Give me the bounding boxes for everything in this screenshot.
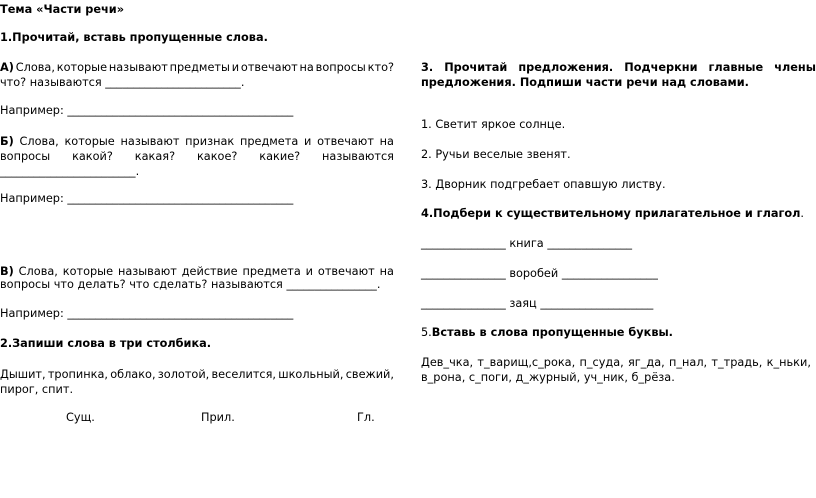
word: предложения. [518, 61, 614, 74]
task2-words-line2: пирог, спит. [0, 383, 74, 396]
word: предмета [242, 265, 301, 278]
word: на [379, 265, 394, 278]
word: называют [120, 135, 180, 148]
word: Слова, [19, 135, 59, 148]
word: какой? [72, 150, 113, 163]
word: п_нал, [668, 356, 708, 369]
sentence-2: 2. Ручьи веселые звенят. [421, 148, 571, 161]
word: признак [185, 135, 235, 148]
word: 3. [421, 61, 434, 74]
task2-words-line1 [0, 367, 394, 382]
task5-words-line2: в_рона, с_поги, д_журный, уч_ник, б_рёза. [421, 371, 675, 384]
task4-header-dot: . [800, 207, 805, 220]
word: Подчеркни [624, 61, 698, 74]
word: которые [56, 61, 108, 74]
word: школьный, [278, 368, 344, 381]
word: на [299, 61, 314, 74]
example-3: Например: ________________________________________ [0, 307, 294, 320]
letter-v: В) [0, 265, 14, 278]
word: яг_да, [628, 356, 665, 369]
word: и [305, 265, 314, 278]
example-1: Например: ________________________________________ [0, 104, 294, 117]
word: которые [64, 135, 115, 148]
definition-a-line1 [0, 60, 394, 75]
word: называют [108, 61, 168, 74]
word: вопросы [0, 150, 51, 163]
column-header-adjective: Прил. [201, 411, 235, 424]
task1-header: 1.Прочитай, вставь пропущенные слова. [0, 31, 268, 44]
letter-b: Б) [0, 135, 14, 148]
word: вопросы [315, 61, 366, 74]
column-header-noun: Сущ. [66, 411, 95, 424]
word: т_традь, [711, 356, 763, 369]
definition-b-line1 [0, 134, 394, 149]
letter-a: А) [0, 61, 14, 74]
sentence-3: 3. Дворник подгребает опавшую листву. [421, 178, 666, 191]
word: п_суда, [579, 356, 624, 369]
word: Слова, [15, 61, 55, 74]
document-title: Тема «Части речи» [0, 3, 125, 16]
word: и [231, 61, 240, 74]
word: предмета [239, 135, 299, 148]
definition-b-line3: ________________________. [0, 165, 140, 178]
word: и [304, 135, 312, 148]
word: отвечают [240, 61, 298, 74]
word: свежий, [345, 368, 394, 381]
word: веселится, [211, 368, 277, 381]
word-pair-2: _______________ воробей _________________ [421, 267, 658, 280]
word: какие? [259, 150, 301, 163]
word: облако, [110, 368, 156, 381]
word: члены [774, 61, 816, 74]
definition-v-line2: вопросы что делать? что сделать? называются ________________. [0, 278, 381, 291]
task2-header: 2.Запиши слова в три столбика. [0, 337, 212, 350]
word: отвечают [317, 265, 375, 278]
task5-number: 5. [421, 326, 432, 339]
task5-words-line1 [421, 355, 811, 370]
word: Дев_чка, [421, 356, 474, 369]
word: Слова, [18, 265, 58, 278]
word: т_варищ,с_рока, [477, 356, 576, 369]
word: на [379, 135, 394, 148]
word-pair-1: _______________ книга _______________ [421, 237, 633, 250]
word: действие [181, 265, 238, 278]
word: которые [62, 265, 114, 278]
task3-header-line1 [421, 60, 816, 75]
task3-header-line2: предложения. Подпиши части речи над словами. [421, 76, 749, 89]
word: называют [117, 265, 177, 278]
task5-header [421, 325, 673, 340]
word: какое? [196, 150, 238, 163]
word: какая? [134, 150, 176, 163]
word: тропинка, [47, 368, 108, 381]
word: к_ньки, [766, 356, 811, 369]
definition-a-line2: что? называются ________________________. [0, 76, 245, 89]
word: отвечают [317, 135, 374, 148]
task4-header-text: 4.Подбери к существительному прилагательное и глагол [421, 207, 801, 220]
word: называются [322, 150, 394, 163]
column-header-verb: Гл. [357, 411, 375, 424]
word: предметы [169, 61, 230, 74]
task4-header [421, 206, 804, 221]
word: золотой, [157, 368, 210, 381]
word-pair-3: _______________ заяц ____________________ [421, 297, 654, 310]
task5-header-text: Вставь в слова пропущенные буквы. [431, 326, 673, 339]
definition-b-line2 [0, 149, 394, 164]
word: Прочитай [444, 61, 508, 74]
sentence-1: 1. Светит яркое солнце. [421, 118, 566, 131]
word: Дышит, [0, 368, 46, 381]
word: кто? [367, 61, 394, 74]
word: главные [708, 61, 764, 74]
example-2: Например: ________________________________________ [0, 192, 294, 205]
